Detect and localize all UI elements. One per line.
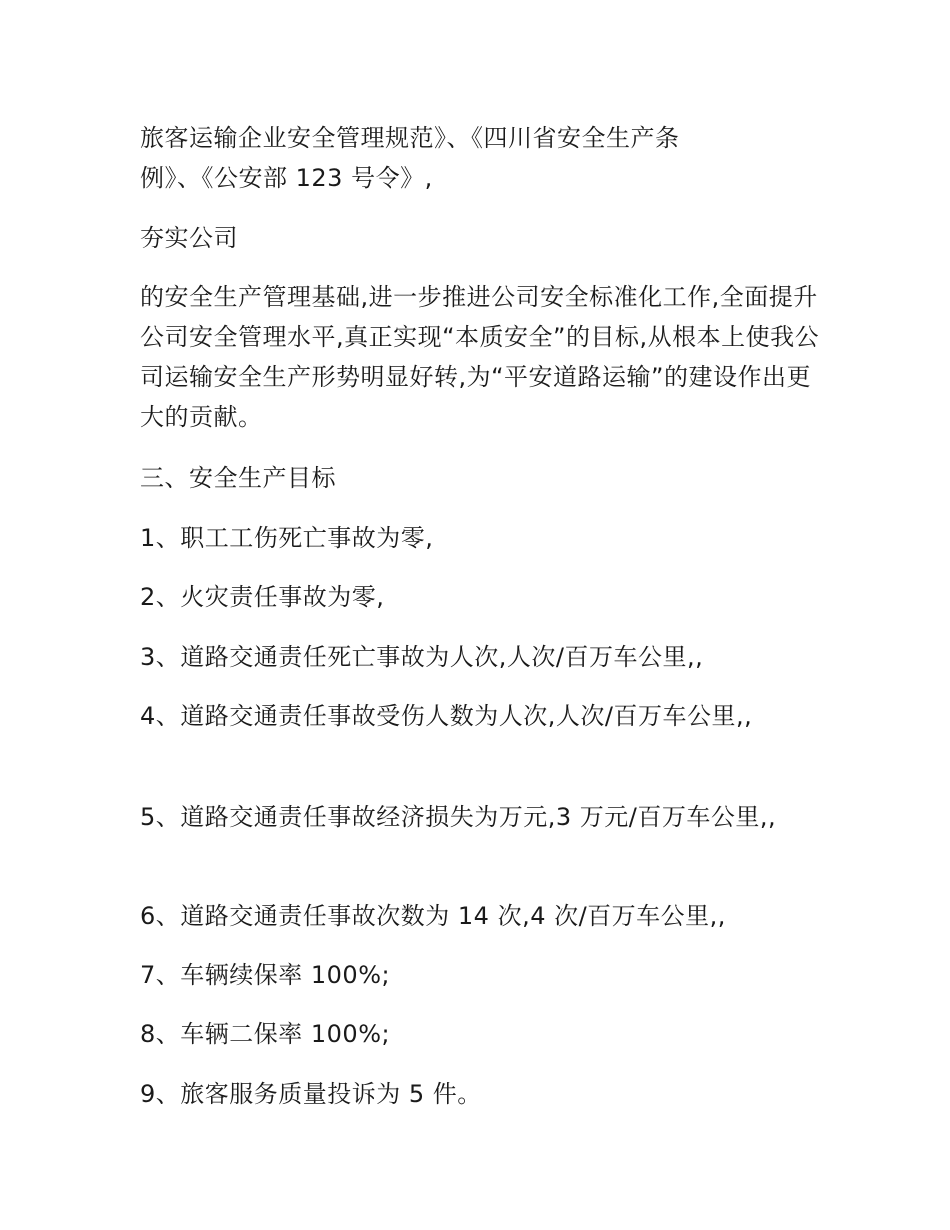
goal-item-2: 2、火灾责任事故为零, [140, 583, 385, 611]
goal-item-4: 4、道路交通责任事故受伤人数为人次,人次/百万车公里,, [140, 702, 753, 730]
goal-item-5: 5、道路交通责任事故经济损失为万元,3 万元/百万车公里,, [140, 803, 777, 831]
paragraph-regulations: 旅客运输企业安全管理规范》、《四川省安全生产条 例》、《公安部 123 号令》, [140, 124, 680, 192]
goal-item-3: 3、道路交通责任死亡事故为人次,人次/百万车公里,, [140, 643, 704, 671]
goal-item-1: 1、职工工伤死亡事故为零, [140, 524, 434, 552]
goal-item-7: 7、车辆续保率 100%; [140, 961, 391, 989]
goal-item-9: 9、旅客服务质量投诉为 5 件。 [140, 1080, 482, 1108]
goal-item-8: 8、车辆二保率 100%; [140, 1020, 391, 1048]
goal-item-6: 6、道路交通责任事故次数为 14 次,4 次/百万车公里,, [140, 902, 726, 930]
paragraph-safety-foundation: 的安全生产管理基础,进一步推进公司安全标准化工作,全面提升公司安全管理水平,真正实现“本质安全”的目标,从根本上使我公司运输安全生产形势明显好转,为“平安道路运输”的建设作出更大的贡献。 [140, 283, 820, 431]
section-heading-safety-goals: 三、安全生产目标 [140, 464, 336, 492]
paragraph-consolidate: 夯实公司 [140, 224, 238, 252]
